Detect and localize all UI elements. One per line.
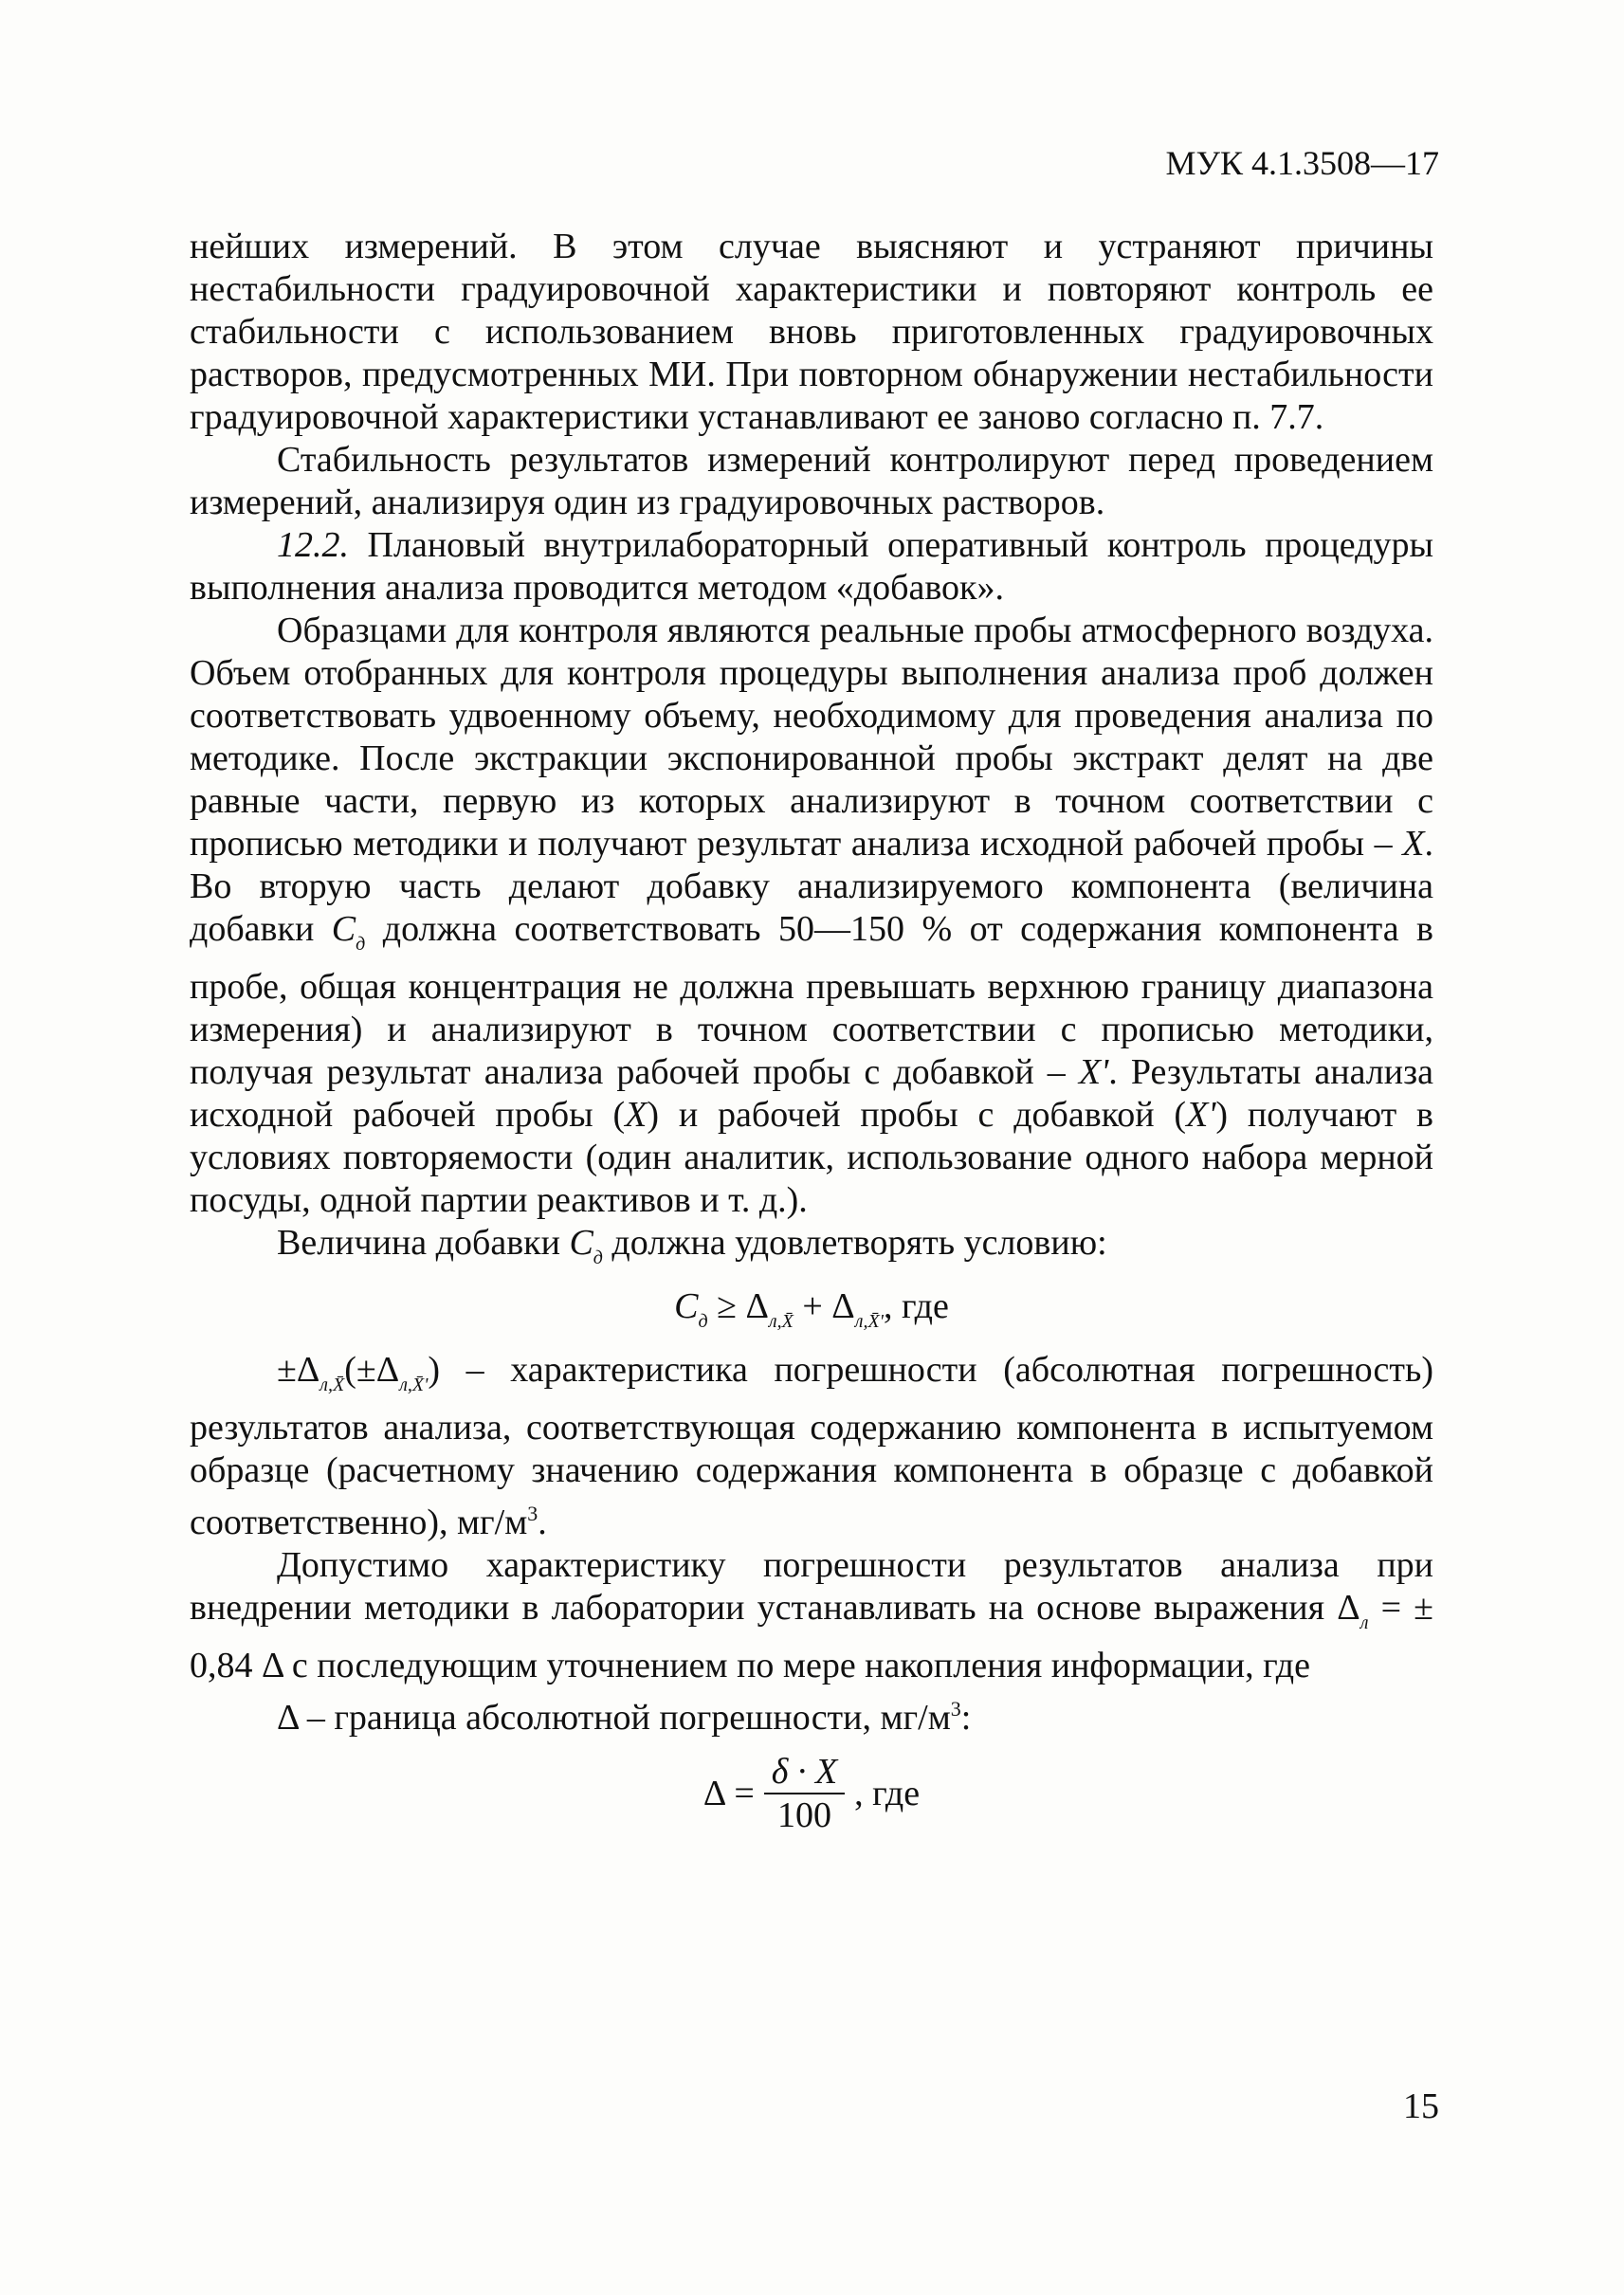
text-run: ) и рабочей пробы с добавкой ( [647, 1095, 1187, 1135]
paragraph-section-12-2 [190, 524, 1433, 610]
fraction [764, 1751, 845, 1836]
subscript-lx: л,X̄ [319, 1375, 345, 1395]
paragraph-error-characteristic: $\pm\Delta_{л,X̄}(\pm\Delta_{л,X̄'})$ – характеристика погрешности (абсолютная погрешность) результатов анализа, соответствующая содержанию компонента в испытуемом образце (расчетному значению содержания компонента в образце с добавкой соответственно), $мг/м^3$. [190, 1350, 1433, 1542]
symbol-equals: = [734, 1773, 755, 1813]
symbol-delta: Δ [703, 1773, 727, 1813]
where-word: , где [854, 1773, 921, 1813]
section-text: Плановый внутрилабораторный оперативный контроль процедуры выполнения анализа проводится методом «добавок». [190, 525, 1433, 608]
symbol-x-prime: X' [1078, 1052, 1109, 1092]
symbol-delta: Δ [375, 1350, 400, 1390]
formula-delta [190, 1751, 1433, 1836]
paragraph-permissible [190, 1544, 1433, 1687]
paragraph-delta-definition [190, 1687, 1433, 1739]
text-run: Величина добавки [277, 1223, 570, 1263]
symbol-c: C [674, 1286, 699, 1326]
symbol-pm: ± [277, 1350, 297, 1390]
symbol-c: C [569, 1223, 593, 1263]
text-run: должна соответствовать 50—150 % от содержания компонента в пробе, общая концентрация не должна превышать верхнюю границу диапазона измерения) и анализируют в точном соответствии с прописью методики, получая результат анализа рабочей пробы с добавкой – [190, 909, 1433, 1092]
superscript-3: 3 [527, 1502, 538, 1525]
section-number: 12.2. [277, 525, 349, 565]
text-run: . Во вторую часть делают добавку анализируемого компонента (величина добавки [190, 824, 1433, 949]
subscript-lxp: л,X̄' [854, 1311, 884, 1332]
paragraph-samples [190, 610, 1433, 1222]
page-number: 15 [1403, 2086, 1439, 2126]
symbol-delta: Δ [831, 1286, 855, 1326]
symbol-delta: Δ [1337, 1588, 1360, 1628]
symbol-delta: Δ [745, 1286, 769, 1326]
page-body [190, 226, 1433, 1836]
text-run: Образцами для контроля являются реальные пробы атмосферного воздуха. Объем отобранных для контроля процедуры выполнения анализа проб должен соответствовать удвоенному объему, необходимому для проведения анализа по методике. После экстракции экспонированной пробы экстракт делят на две равные части, первую из которых анализируют в точном соответствии с прописью методики и получают результат анализа исходной рабочей пробы – [190, 610, 1433, 864]
subscript-d: д [356, 934, 366, 955]
fraction-numerator: δ · X [764, 1751, 845, 1794]
symbol-plus: + [802, 1286, 823, 1326]
subscript-lx: л,X̄ [768, 1311, 794, 1332]
fraction-denominator: 100 [776, 1795, 831, 1835]
text-run: Δ – граница абсолютной погрешности, мг/м [277, 1698, 951, 1738]
text-run: . Результаты анализа исходной рабочей пробы ( [190, 1052, 1433, 1135]
colon: : [960, 1698, 972, 1738]
paragraph-continuation: нейших измерений. В этом случае выясняют и устраняют причины нестабильности градуировочной характеристики и повторяют контроль ее стабильности с использованием вновь приготовленных градуировочных растворов, предусмотренных МИ. При повторном обнаружении нестабильности градуировочной характеристики устанавливают ее заново согласно п. 7.7. [190, 227, 1433, 437]
document-code: МУК 4.1.3508—17 [1165, 144, 1439, 182]
subscript-d: д [698, 1311, 708, 1332]
paragraph-additive-condition [190, 1222, 1433, 1280]
text-run: должна удовлетворять условию: [602, 1223, 1107, 1263]
text-run: ) получают в условиях повторяемости (один аналитик, использование одного набора мерной посуды, одной партии реактивов и т. д.). [190, 1095, 1433, 1220]
symbol-x: X [625, 1095, 648, 1135]
symbol-c: C [331, 909, 356, 949]
text-run: Допустимо характеристику погрешности результатов анализа при внедрении методики в лаборатории устанавливать на основе выражения [190, 1545, 1433, 1628]
formula-condition [190, 1285, 1433, 1343]
subscript-lxp: л,X̄' [399, 1375, 429, 1395]
symbol-pm: ± [356, 1350, 376, 1390]
where-word: , где [883, 1286, 949, 1326]
text-run: = ± 0,84 Δ с последующим уточнением по мере накопления информации, где [190, 1588, 1434, 1685]
superscript-3: 3 [950, 1697, 961, 1721]
symbol-geq: ≥ [717, 1286, 737, 1326]
period: . [538, 1503, 547, 1542]
paragraph-stability: Стабильность результатов измерений контролируют перед проведением измерений, анализируя один из градуировочных растворов. [190, 440, 1433, 522]
text-run: – характеристика погрешности (абсолютная погрешность) результатов анализа, соответствующая содержанию компонента в испытуемом образце (расчетному значению содержания компонента в образце с добавкой соответственно), мг/м [190, 1350, 1433, 1542]
symbol-delta: Δ [296, 1350, 320, 1390]
symbol-x: X [1402, 824, 1425, 864]
subscript-l: л [1359, 1612, 1369, 1633]
subscript-d: д [593, 1248, 603, 1268]
symbol-x-prime: X' [1186, 1095, 1216, 1135]
